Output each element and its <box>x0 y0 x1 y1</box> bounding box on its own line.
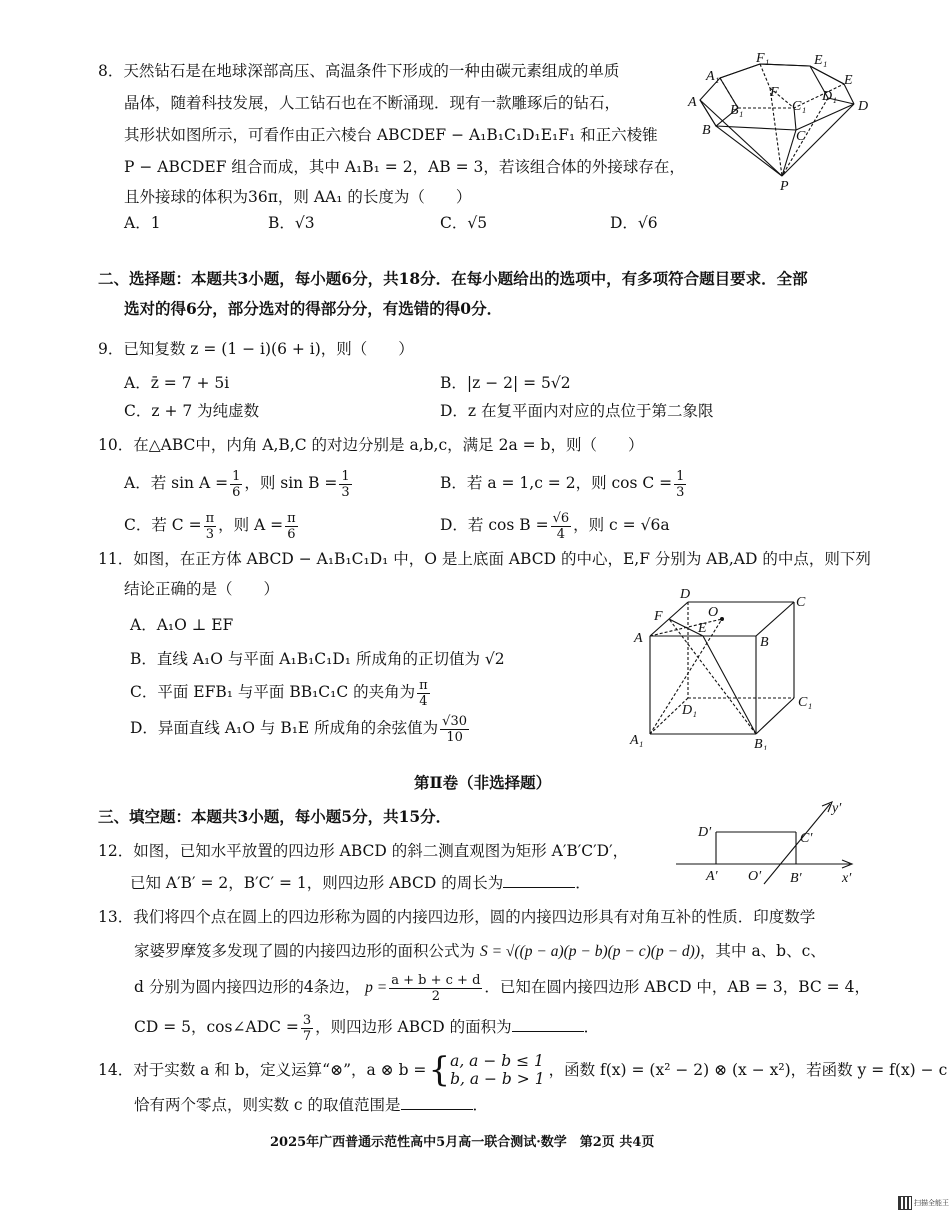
section2-line1: 二、选择题：本题共3小题，每小题6分，共18分．在每小题给出的选项中，有多项符合题目要求．全部 <box>98 269 808 288</box>
q12-line2 <box>130 872 591 894</box>
q13-line3 <box>134 970 870 1005</box>
q10-d-frac: $\frac{√6}{4}$ <box>552 510 570 542</box>
q11-line1: 11．如图，在正方体 ABCD − A₁B₁C₁D₁ 中，O 是上底面 ABCD 的中心，E,F 分别为 AB,AD 的中点，则下列 <box>98 550 871 568</box>
oblique-label-c: C′ <box>800 831 813 846</box>
q14-case2: b, a − b > 1 <box>450 1070 545 1088</box>
diamond-label-e: E <box>844 73 853 88</box>
q10-d-post: ，则 c = √6a <box>573 516 670 534</box>
q14-line2-post: ． <box>472 1096 489 1114</box>
q11-option-d <box>130 710 471 746</box>
q10-c-pre: C．若 C = <box>124 516 202 534</box>
q10-c-frac2: $\frac{\pi}{6}$ <box>287 510 296 542</box>
q11-c-pre: C．平面 EFB₁ 与平面 BB₁C₁C 的夹角为 <box>130 683 416 701</box>
q9-option-a: A．z̄ = 7 + 5i <box>124 374 230 392</box>
q8-option-d: D．√6 <box>610 214 658 232</box>
diamond-label-p: P <box>780 179 789 194</box>
cube-label-d: D <box>680 587 691 602</box>
qr-code-icon <box>898 1196 912 1210</box>
q10-c-mid: ，则 A = <box>218 516 284 534</box>
q13-answer-blank[interactable] <box>512 1017 584 1032</box>
page-footer: 2025年广西普通示范性高中5月高一联合测试·数学 第2页 共4页 <box>270 1135 655 1150</box>
q11-line2: 结论正确的是（ ） <box>124 580 280 598</box>
q13-formula: S = √((p − a)(p − b)(p − c)(p − d)) <box>479 943 701 960</box>
q13-line4-post: ，则四边形 ABCD 的面积为 <box>315 1018 512 1036</box>
q12-answer-blank[interactable] <box>503 873 575 888</box>
cube-label-o: O <box>708 605 719 620</box>
q10-option-d <box>440 508 670 542</box>
q8-line3: 其形状如图所示，可看作由正六棱台 ABCDEF − A₁B₁C₁D₁E₁F₁ 和正六棱锥 <box>124 126 658 144</box>
oblique-label-x: x′ <box>842 871 852 886</box>
q13-line3-post: ．已知在圆内接四边形 ABCD 中，AB = 3，BC = 4， <box>484 978 870 996</box>
q11-d-pre: D．异面直线 A₁O 与 B₁E 所成角的余弦值为 <box>130 719 439 737</box>
diamond-label-f1: F₁ <box>756 51 770 66</box>
section2-line2: 选对的得6分，部分选对的得部分分，有选错的得0分． <box>124 299 503 318</box>
q10-option-a <box>124 466 354 500</box>
q14-line2-pre: 恰有两个零点，则实数 c 的取值范围是 <box>134 1096 401 1114</box>
diamond-label-b1: B₁ <box>730 103 744 118</box>
q10-option-c <box>124 508 300 542</box>
part2-title: 第Ⅱ卷（非选择题） <box>414 773 552 792</box>
q10-d-pre: D．若 cos B = <box>440 516 549 534</box>
q13-line3-pre: d 分别为圆内接四边形的4条边， <box>134 978 361 996</box>
q14-line1 <box>98 1050 947 1090</box>
oblique-label-a: A′ <box>706 869 718 884</box>
q13-p-lhs: p = <box>365 979 388 996</box>
oblique-label-b: B′ <box>790 871 802 886</box>
cube-label-b1: B₁ <box>754 737 768 750</box>
q10-b-pre: B．若 a = 1,c = 2，则 cos C = <box>440 474 673 492</box>
diamond-label-d: D <box>858 99 869 114</box>
q13-p-frac: $\frac{a + b + c + d}{2}$ <box>391 972 481 1004</box>
diamond-figure <box>684 48 874 196</box>
diamond-label-c: C <box>796 129 806 144</box>
cube-label-a1: A₁ <box>630 733 644 748</box>
q10-a-frac1: $\frac{1}{6}$ <box>232 468 241 500</box>
q13-line4-end: ． <box>583 1018 600 1036</box>
q11-option-a: A．A₁O ⊥ EF <box>130 616 234 634</box>
cube-label-c: C <box>796 595 806 610</box>
diamond-label-d1: D₁ <box>822 89 837 104</box>
diamond-label-b: B <box>702 123 711 138</box>
q14-pre: 14．对于实数 a 和 b，定义运算“⊗”，a ⊗ b = <box>98 1061 427 1079</box>
q8-option-c: C．√5 <box>440 214 488 232</box>
oblique-label-d: D′ <box>698 825 712 840</box>
oblique-figure <box>672 796 860 892</box>
q14-piecewise <box>428 1052 544 1088</box>
q8-line2: 晶体，随着科技发展，人工钻石也在不断涌现．现有一款雕琢后的钻石， <box>124 94 621 112</box>
oblique-label-y: y′ <box>832 801 842 816</box>
q12-line2-post: ． <box>575 874 591 892</box>
q8-line1: 8．天然钻石是在地球深部高压、高温条件下形成的一种由碳元素组成的单质 <box>98 62 620 80</box>
cube-label-c1: C₁ <box>798 695 813 710</box>
q8-line4: P − ABCDEF 组合而成，其中 A₁B₁ = 2，AB = 3，若该组合体的外接球存在， <box>124 158 685 176</box>
q14-line2 <box>134 1094 488 1116</box>
q10-option-b <box>440 466 688 500</box>
q13-line1: 13．我们将四个点在圆上的四边形称为圆的内接四边形，圆的内接四边形具有对角互补的性质．印度数学 <box>98 908 816 926</box>
q9-option-d: D．z 在复平面内对应的点位于第二象限 <box>440 402 714 420</box>
q10-a-frac2: $\frac{1}{3}$ <box>341 468 350 500</box>
q11-d-frac: $\frac{√30}{10}$ <box>442 713 467 745</box>
diamond-label-f: F <box>770 85 779 100</box>
q9-stem: 9．已知复数 z = (1 − i)(6 + i)，则（ ） <box>98 340 414 358</box>
q14-answer-blank[interactable] <box>401 1095 473 1110</box>
diamond-label-a: A <box>688 95 697 110</box>
cube-label-f: F <box>654 609 663 624</box>
q10-a-pre: A．若 sin A = <box>124 474 229 492</box>
section3-heading: 三、填空题：本题共3小题，每小题5分，共15分． <box>98 807 452 826</box>
q10-a-mid: ，则 sin B = <box>244 474 338 492</box>
diamond-label-e1: E₁ <box>814 53 828 68</box>
cube-label-e: E <box>698 621 707 636</box>
q10-c-frac1: $\frac{\pi}{3}$ <box>205 510 215 542</box>
q12-line2-pre: 已知 A′B′ = 2，B′C′ = 1，则四边形 ABCD 的周长为 <box>130 874 504 892</box>
q9-option-b: B．|z − 2| = 5√2 <box>440 374 571 392</box>
oblique-label-o: O′ <box>748 869 762 884</box>
q10-b-frac: $\frac{1}{3}$ <box>676 468 685 500</box>
cube-label-a: A <box>634 631 643 646</box>
q11-option-c <box>130 674 432 710</box>
q8-option-b: B．√3 <box>268 214 315 232</box>
diamond-label-a1: A₁ <box>706 69 720 84</box>
cube-label-d1: D₁ <box>682 703 697 718</box>
q8-option-a: A．1 <box>124 214 161 232</box>
q13-line4 <box>134 1010 599 1044</box>
q12-line1: 12．如图，已知水平放置的四边形 ABCD 的斜二测直观图为矩形 A′B′C′D′， <box>98 842 629 860</box>
q14-brace: { <box>428 1050 451 1090</box>
q10-stem: 10．在△ABC中，内角 A,B,C 的对边分别是 a,b,c，满足 2a = b，则（ ） <box>98 436 644 454</box>
cube-figure <box>626 584 822 750</box>
q13-line2-pre: 家婆罗摩笈多发现了圆的内接四边形的面积公式为 <box>134 942 476 960</box>
q14-case1: a, a − b ≤ 1 <box>450 1052 544 1070</box>
q14-post: ，函数 f(x) = (x² − 2) ⊗ (x − x²)，若函数 y = f(x) − c <box>548 1061 948 1079</box>
q9-option-c: C．z + 7 为纯虚数 <box>124 402 260 420</box>
q11-option-b: B．直线 A₁O 与平面 A₁B₁C₁D₁ 所成角的正切值为 √2 <box>130 650 505 668</box>
q13-line2 <box>134 940 826 963</box>
q13-cos-frac: $\frac{3}{7}$ <box>302 1012 312 1044</box>
q13-line4-pre: CD = 5，cos∠ADC = <box>134 1018 299 1036</box>
scanner-watermark: 扫描全能王 <box>914 1199 949 1207</box>
q8-line5: 且外接球的体积为36π，则 AA₁ 的长度为（ ） <box>124 188 472 206</box>
q11-c-frac: $\frac{\pi}{4}$ <box>419 677 428 709</box>
cube-label-b: B <box>760 635 769 650</box>
q13-line2-post: ，其中 a、b、c、 <box>700 942 826 960</box>
diamond-label-c1: C₁ <box>792 99 807 114</box>
